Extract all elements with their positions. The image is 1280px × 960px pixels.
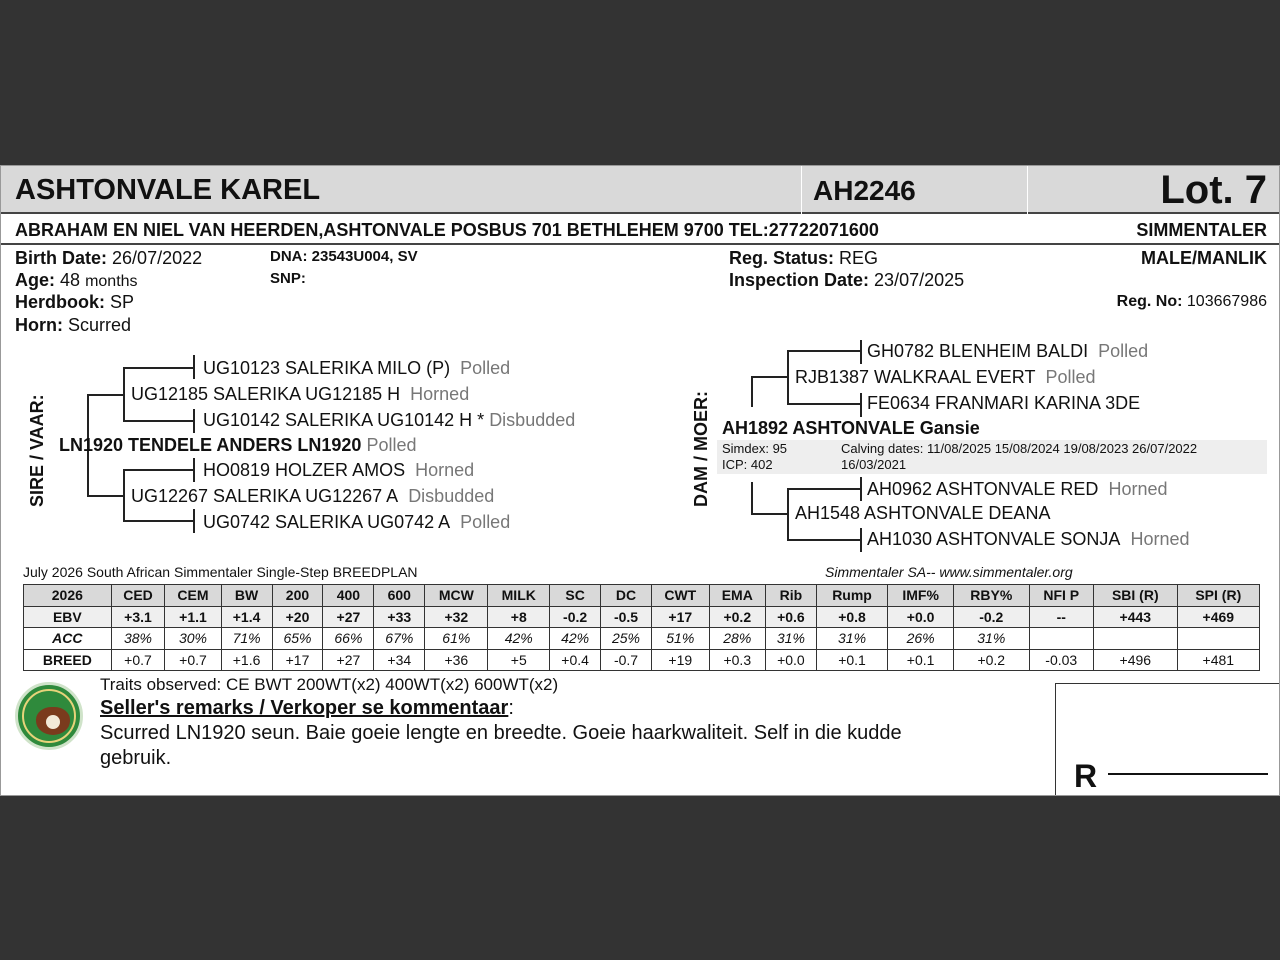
tree-line <box>860 340 862 364</box>
ebv-cell: MCW <box>425 585 488 607</box>
birth-date: Birth Date: 26/07/2022 <box>15 248 203 268</box>
dam-sire-dam: FE0634 FRANMARI KARINA 3DE <box>867 393 1141 413</box>
ebv-cell: 31% <box>816 628 887 650</box>
ebv-cell: DC <box>601 585 652 607</box>
tree-line <box>751 376 787 378</box>
tree-line <box>193 509 195 533</box>
horn-status: Horn: Scurred <box>15 315 132 335</box>
dam-name: AH1892 ASHTONVALE Gansie <box>722 418 980 438</box>
ebv-cell: +443 <box>1094 606 1178 628</box>
sire-sire-sire: UG10123 SALERIKA MILO (P) Polled <box>203 358 511 378</box>
ebv-cell: RBY% <box>954 585 1029 607</box>
herdbook: Herdbook: SP <box>15 292 135 312</box>
ebv-cell: +496 <box>1094 649 1178 671</box>
ebv-cell: +19 <box>651 649 709 671</box>
ebv-cell: -0.7 <box>601 649 652 671</box>
ebv-cell: SBI (R) <box>1094 585 1178 607</box>
ebv-cell: 66% <box>323 628 374 650</box>
tree-line <box>751 513 787 515</box>
tree-line <box>860 477 862 501</box>
ebv-cell: CED <box>111 585 165 607</box>
tree-line <box>123 420 194 422</box>
ebv-cell: 600 <box>374 585 425 607</box>
lot-number: Lot. 7 <box>1160 168 1267 212</box>
dam-simdex: Simdex: 95 <box>722 441 788 456</box>
tree-line <box>787 350 789 404</box>
ebv-cell: +8 <box>488 606 550 628</box>
ebv-cell: IMF% <box>888 585 954 607</box>
ebv-cell: BW <box>221 585 272 607</box>
ebv-header-row <box>24 585 1260 607</box>
remarks-line: Scurred LN1920 seun. Baie goeie lengte en breedte. Goeie haarkwaliteit. Self in die kudde <box>100 722 902 744</box>
sire-dam-sire: HO0819 HOLZER AMOS Horned <box>203 460 475 480</box>
remarks-heading: Seller's remarks / Verkoper se kommentaar: <box>100 697 514 719</box>
snp-info: SNP: <box>270 270 306 287</box>
ebv-cell: 400 <box>323 585 374 607</box>
ebv-cell: +0.7 <box>111 649 165 671</box>
ebv-cell: +1.6 <box>221 649 272 671</box>
ebv-cell: CEM <box>165 585 221 607</box>
sex: MALE/MANLIK <box>1141 248 1267 268</box>
tree-line <box>787 350 861 352</box>
ebv-cell: +1.1 <box>165 606 221 628</box>
inspection-date: Inspection Date: 23/07/2025 <box>729 270 965 290</box>
ebv-cell: 31% <box>765 628 816 650</box>
ebv-cell: +481 <box>1177 649 1259 671</box>
ebv-cell: +0.0 <box>765 649 816 671</box>
breed-avg-row <box>24 649 1260 671</box>
dna-info: DNA: 23543U004, SV <box>270 248 418 265</box>
header-divider <box>801 166 802 214</box>
traits-observed: Traits observed: CE BWT 200WT(x2) 400WT(x2) 600WT(x2) <box>100 675 559 694</box>
dam-dam-dam: AH1030 ASHTONVALE SONJA Horned <box>867 529 1190 549</box>
lot-card <box>0 165 1280 796</box>
divider <box>1 243 1280 245</box>
tree-line <box>751 482 753 514</box>
tree-line <box>751 376 753 407</box>
header-divider <box>1027 166 1028 214</box>
ebv-cell: 200 <box>272 585 323 607</box>
dam-dam-sire: AH0962 ASHTONVALE RED Horned <box>867 479 1168 499</box>
ebv-cell: +32 <box>425 606 488 628</box>
ebv-cell: -0.2 <box>954 606 1029 628</box>
ebv-cell: EBV <box>24 606 112 628</box>
tree-line <box>123 520 194 522</box>
tree-line <box>787 403 861 405</box>
remarks-line: gebruik. <box>100 747 172 769</box>
ebv-cell: Rib <box>765 585 816 607</box>
ebv-cell: 71% <box>221 628 272 650</box>
breed-name: SIMMENTALER <box>1136 220 1267 240</box>
breedplan-title: July 2026 South African Simmentaler Single-Step BREEDPLAN <box>23 564 418 580</box>
ebv-cell: +0.7 <box>165 649 221 671</box>
ebv-cell: 31% <box>954 628 1029 650</box>
ebv-cell: Rump <box>816 585 887 607</box>
ebv-cell: +0.3 <box>709 649 765 671</box>
ebv-cell: +0.1 <box>816 649 887 671</box>
ebv-cell: SC <box>550 585 601 607</box>
ebv-cell: +0.6 <box>765 606 816 628</box>
ebv-cell: +0.8 <box>816 606 887 628</box>
ebv-cell: +1.4 <box>221 606 272 628</box>
tree-line <box>860 393 862 417</box>
dam-label: DAM / MOER: <box>691 391 711 507</box>
ebv-cell: 65% <box>272 628 323 650</box>
ebv-cell: +0.2 <box>709 606 765 628</box>
reg-number: Reg. No: 103667986 <box>1116 293 1267 310</box>
ebv-cell: SPI (R) <box>1177 585 1259 607</box>
animal-name: ASHTONVALE KAREL <box>15 174 321 206</box>
sire-sire: UG12185 SALERIKA UG12185 H Horned <box>131 384 470 404</box>
tree-line <box>860 528 862 552</box>
sire-name: LN1920 TENDELE ANDERS LN1920 Polled <box>59 435 417 455</box>
ebv-cell: +0.4 <box>550 649 601 671</box>
ebv-cell: BREED <box>24 649 112 671</box>
ebv-row <box>24 606 1260 628</box>
ebv-cell: EMA <box>709 585 765 607</box>
breeder-info: ABRAHAM EN NIEL VAN HEERDEN,ASHTONVALE POSBUS 701 BETHLEHEM 9700 TEL:27722071600 <box>15 220 879 240</box>
tree-line <box>193 409 195 433</box>
tree-line <box>87 495 123 497</box>
tree-line <box>787 488 789 540</box>
ebv-cell: +20 <box>272 606 323 628</box>
ebv-cell: +27 <box>323 606 374 628</box>
ebv-cell <box>1029 628 1094 650</box>
dam-sire: RJB1387 WALKRAAL EVERT Polled <box>795 367 1096 387</box>
ebv-cell: +5 <box>488 649 550 671</box>
ebv-cell: 2026 <box>24 585 112 607</box>
age: Age: 48 months <box>15 270 138 290</box>
breedplan-source: Simmentaler SA-- www.simmentaler.org <box>825 564 1073 580</box>
ebv-cell: +0.1 <box>888 649 954 671</box>
tree-line <box>123 469 125 521</box>
animal-id: AH2246 <box>813 175 916 206</box>
simmentaler-logo-icon <box>15 682 83 750</box>
ebv-cell: 42% <box>488 628 550 650</box>
tree-line <box>193 458 195 482</box>
dam-icp: ICP: 402 <box>722 457 773 472</box>
tree-line <box>193 355 195 379</box>
ebv-cell: 26% <box>888 628 954 650</box>
ebv-cell: 67% <box>374 628 425 650</box>
ebv-cell: +36 <box>425 649 488 671</box>
price-label: R <box>1074 758 1098 794</box>
ebv-cell: 51% <box>651 628 709 650</box>
dam-sire-sire: GH0782 BLENHEIM BALDI Polled <box>867 341 1149 361</box>
tree-line <box>123 469 194 471</box>
ebv-cell: 25% <box>601 628 652 650</box>
ebv-cell: +469 <box>1177 606 1259 628</box>
price-line[interactable] <box>1108 773 1268 775</box>
ebv-cell: +33 <box>374 606 425 628</box>
ebv-cell: -0.03 <box>1029 649 1094 671</box>
ebv-cell: -0.5 <box>601 606 652 628</box>
sire-dam-dam: UG0742 SALERIKA UG0742 A Polled <box>203 512 511 532</box>
ebv-cell <box>1094 628 1178 650</box>
dam-dam: AH1548 ASHTONVALE DEANA <box>795 503 1051 523</box>
ebv-cell: -0.2 <box>550 606 601 628</box>
ebv-table <box>23 584 1260 671</box>
ebv-cell: 61% <box>425 628 488 650</box>
dam-calving-dates-2: 16/03/2021 <box>841 457 907 472</box>
ebv-cell: 42% <box>550 628 601 650</box>
ebv-cell: +27 <box>323 649 374 671</box>
tree-line <box>87 394 123 396</box>
tree-line <box>123 367 194 369</box>
ebv-cell: MILK <box>488 585 550 607</box>
ebv-cell: CWT <box>651 585 709 607</box>
ebv-cell: -- <box>1029 606 1094 628</box>
ebv-cell: +3.1 <box>111 606 165 628</box>
reg-status: Reg. Status: REG <box>729 248 879 268</box>
ebv-cell: 38% <box>111 628 165 650</box>
ebv-cell: ACC <box>24 628 112 650</box>
acc-row <box>24 628 1260 650</box>
ebv-cell <box>1177 628 1259 650</box>
tree-line <box>787 539 861 541</box>
ebv-cell: +17 <box>272 649 323 671</box>
ebv-cell: 30% <box>165 628 221 650</box>
ebv-cell: +17 <box>651 606 709 628</box>
sire-label: SIRE / VAAR: <box>27 394 47 507</box>
sire-dam: UG12267 SALERIKA UG12267 A Disbudded <box>131 486 495 506</box>
ebv-cell: +0.0 <box>888 606 954 628</box>
ebv-cell: +0.2 <box>954 649 1029 671</box>
sire-sire-dam: UG10142 SALERIKA UG10142 H * Disbudded <box>203 410 576 430</box>
price-box[interactable] <box>1055 683 1280 796</box>
dam-calving-dates: Calving dates: 11/08/2025 15/08/2024 19/08/2023 26/07/2022 <box>841 441 1198 456</box>
ebv-cell: +34 <box>374 649 425 671</box>
ebv-cell: 28% <box>709 628 765 650</box>
tree-line <box>787 488 861 490</box>
ebv-cell: NFI P <box>1029 585 1094 607</box>
tree-line <box>123 367 125 421</box>
